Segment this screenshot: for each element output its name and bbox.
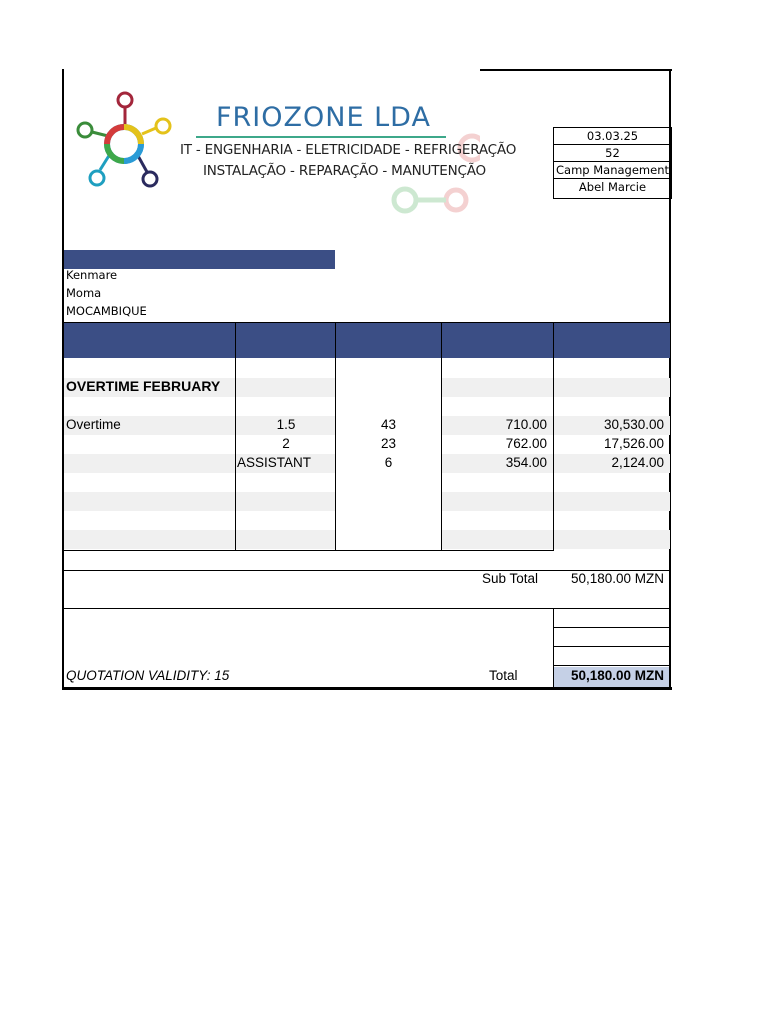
- table-column-divider: [553, 358, 554, 550]
- subtotal-bottom-border: [64, 608, 670, 609]
- table-column-divider: [441, 358, 442, 550]
- table-header-divider: [553, 322, 554, 358]
- total-label: Total: [489, 668, 518, 683]
- client-header-bar: [64, 250, 335, 269]
- table-header-divider: [335, 322, 336, 358]
- subtotal-label: Sub Total: [482, 571, 539, 586]
- item-amount: 2,124.00: [611, 455, 664, 470]
- item-rate: 354.00: [505, 455, 547, 470]
- table-column-divider: [335, 358, 336, 550]
- section-title: OVERTIME FEBRUARY: [66, 378, 221, 394]
- document-number: 52: [554, 145, 671, 162]
- item-rate: 762.00: [505, 436, 547, 451]
- item-quantity: 6: [384, 455, 393, 470]
- totals-row-line: [553, 627, 670, 628]
- client-address-line-3: MOCAMBIQUE: [66, 304, 147, 318]
- document-info-box: [553, 127, 672, 199]
- total-value: 50,180.00 MZN: [570, 668, 664, 683]
- document-date: 03.03.25: [554, 128, 671, 145]
- company-tagline-services: IT - ENGENHARIA - ELETRICIDADE - REFRIGERAÇÃO: [180, 142, 517, 158]
- item-quantity: 23: [380, 436, 397, 451]
- item-amount: 17,526.00: [603, 436, 664, 451]
- item-description: Overtime: [66, 417, 121, 432]
- table-header-divider: [441, 322, 442, 358]
- company-tagline-activities: INSTALAÇÃO - REPARAÇÃO - MANUTENÇÃO: [203, 163, 486, 179]
- table-column-divider: [235, 358, 236, 550]
- item-factor: 2: [282, 436, 290, 451]
- frame-top-border: [480, 69, 672, 71]
- table-body-bottom-border: [64, 550, 554, 551]
- client-address-line-2: Moma: [66, 286, 102, 300]
- item-amount: 30,530.00: [603, 417, 664, 432]
- totals-row-line: [553, 646, 670, 647]
- totals-row-line: [553, 665, 670, 666]
- item-quantity: 43: [380, 417, 397, 432]
- frame-bottom-border: [62, 687, 672, 690]
- item-rate: 710.00: [505, 417, 547, 432]
- table-header-row: [64, 322, 670, 358]
- item-factor: 1.5: [276, 417, 296, 432]
- client-contact: Abel Marcie: [578, 180, 647, 194]
- company-name: FRIOZONE LDA: [216, 102, 431, 133]
- company-name-underline: [196, 136, 446, 138]
- qty-column-background: [336, 358, 441, 550]
- item-factor: ASSISTANT: [237, 455, 312, 470]
- subtotal-value: 50,180.00 MZN: [570, 571, 664, 586]
- client-department: Camp Management: [556, 163, 669, 177]
- table-header-top-border: [64, 322, 670, 323]
- table-header-divider: [235, 322, 236, 358]
- client-address-line-1: Kenmare: [66, 268, 118, 282]
- quotation-validity: QUOTATION VALIDITY: 15: [66, 668, 230, 683]
